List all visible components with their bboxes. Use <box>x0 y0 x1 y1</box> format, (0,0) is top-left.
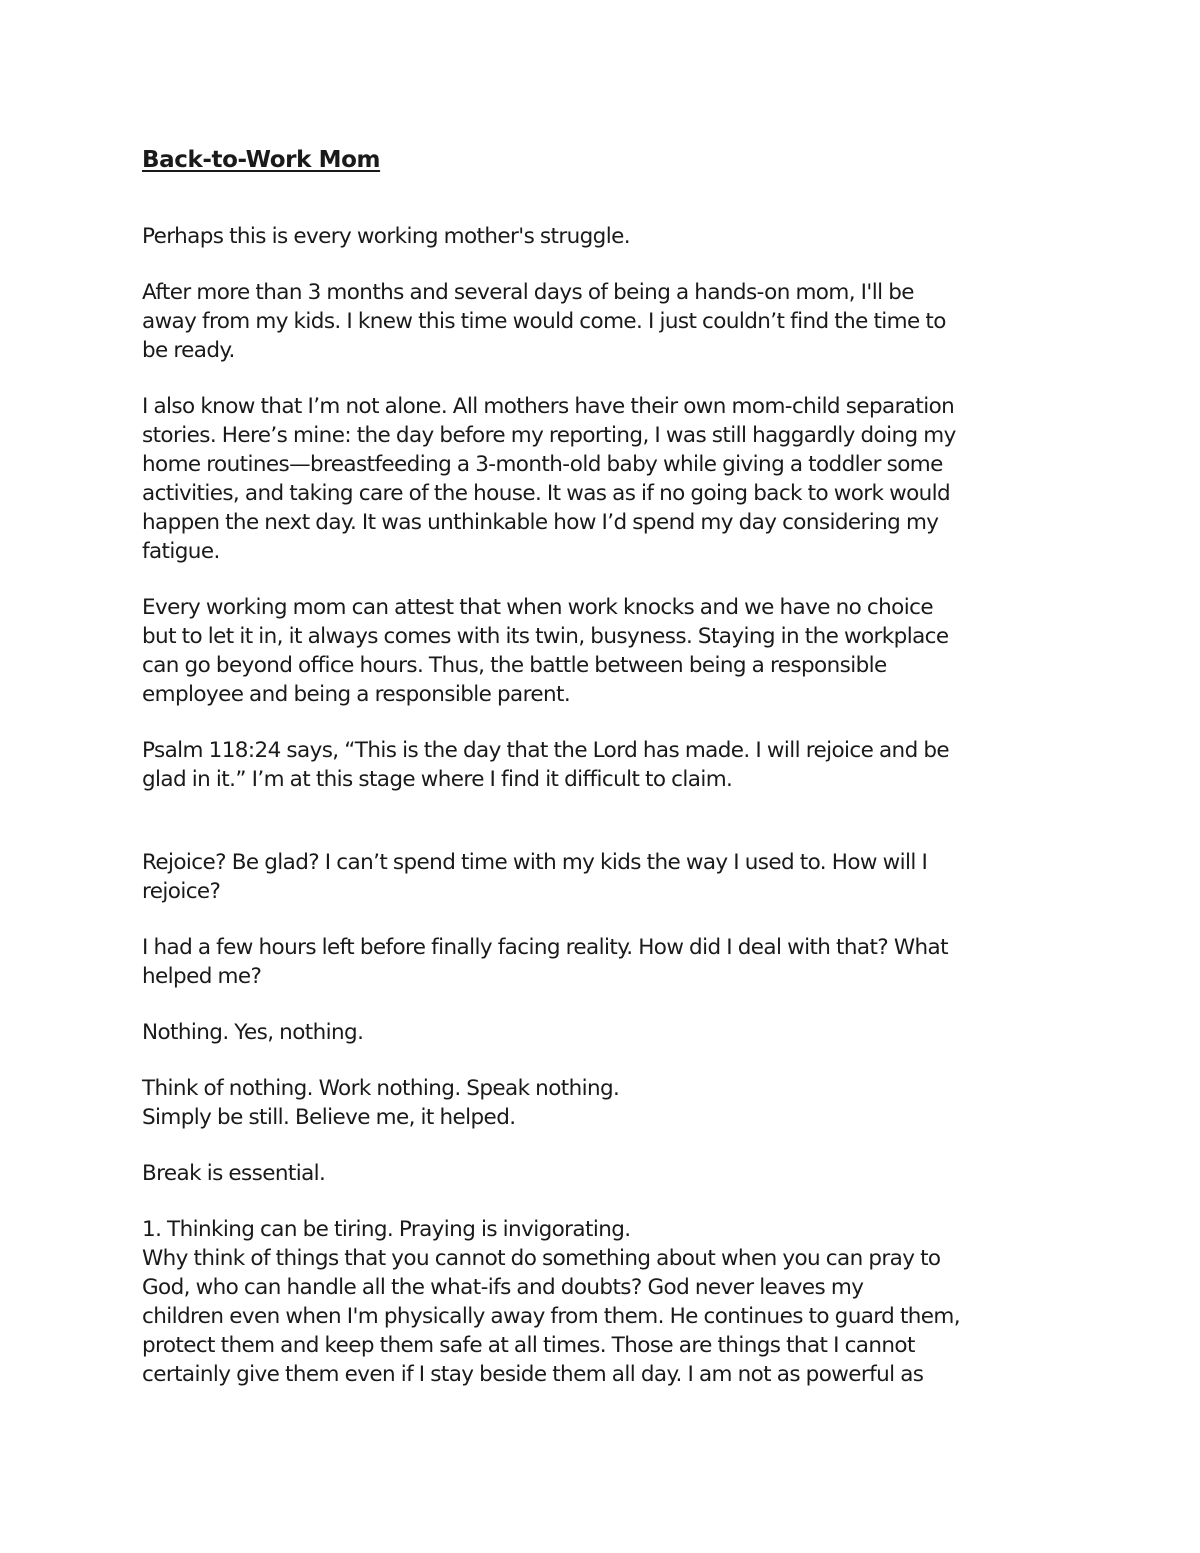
paragraph-7: I had a few hours left before finally facing reality. How did I deal with that? What helped me? <box>142 935 948 989</box>
paragraph-3: I also know that I’m not alone. All mothers have their own mom-child separation stories. Here’s mine: the day before my reporting, I was still haggardly doing my home routines—breastfeeding a 3-month-old baby while giving a toddler some activities, and taking care of the house. It was as if no going back to work would happen the next day. It was unthinkable how I’d spend my day considering my fatigue. <box>142 394 956 564</box>
paragraph-4: Every working mom can attest that when work knocks and we have no choice but to let it in, it always comes with its twin, busyness. Staying in the workplace can go beyond office hours. Thus, the battle between being a responsible employee and being a responsible parent. <box>142 595 949 707</box>
paragraph-8: Nothing. Yes, nothing. <box>142 1020 364 1045</box>
paragraph-2: After more than 3 months and several days of being a hands-on mom, I'll be away from my kids. I knew this time would come. I just couldn’t find the time to be ready. <box>142 280 946 363</box>
paragraph-1: Perhaps this is every working mother's struggle. <box>142 224 630 249</box>
document-body <box>142 222 1072 1389</box>
paragraph-10: Break is essential. <box>142 1161 326 1186</box>
document-title: Back-to-Work Mom <box>142 147 381 173</box>
paragraph-11: 1. Thinking can be tiring. Praying is invigorating. Why think of things that you cannot do something about when you can pray to God, who can handle all the what-ifs and doubts? God never leaves my children even when I'm physically away from them. He continues to guard them, protect them and keep them safe at all times. Those are things that I cannot certainly give them even if I stay beside them all day. I am not as powerful as <box>142 1217 961 1387</box>
paragraph-9: Think of nothing. Work nothing. Speak nothing. Simply be still. Believe me, it helped. <box>142 1076 620 1130</box>
document-page <box>142 142 1072 1389</box>
paragraph-5: Psalm 118:24 says, “This is the day that the Lord has made. I will rejoice and be glad in it.” I’m at this stage where I find it difficult to claim. <box>142 738 950 792</box>
paragraph-6: Rejoice? Be glad? I can’t spend time with my kids the way I used to. How will I rejoice? <box>142 850 928 904</box>
